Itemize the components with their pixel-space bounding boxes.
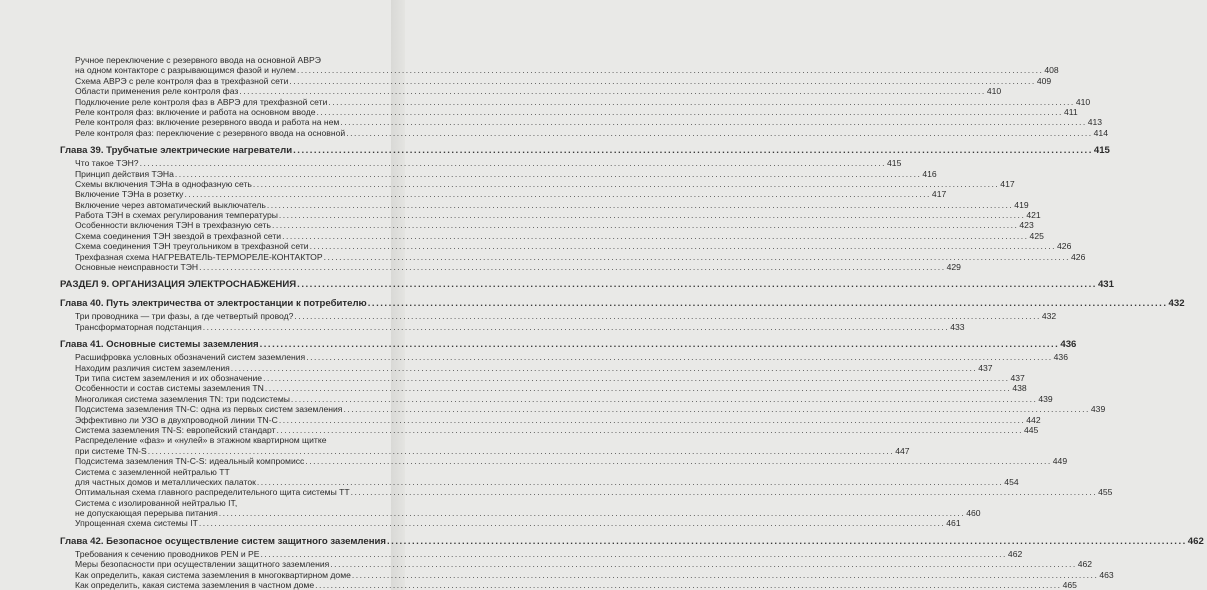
toc-entry-title: Распределение «фаз» и «нулей» в этажном квартирном щитке (75, 435, 327, 446)
toc-entry-title: Три типа систем заземления и их обозначение (75, 372, 263, 383)
toc-entry (0, 559, 1093, 570)
dot-leader (343, 404, 1089, 414)
toc-entry (0, 127, 1108, 138)
toc-chapter-heading (0, 144, 1110, 157)
dot-leader (306, 352, 1052, 362)
toc-page-number: 416 (922, 168, 937, 179)
toc-chapter-heading (0, 535, 1204, 548)
dot-leader (257, 477, 1003, 487)
dot-leader (324, 252, 1070, 262)
toc-chapter-heading (0, 297, 1185, 310)
toc-entry-title: Расшифровка условных обозначений систем заземления (75, 352, 306, 363)
toc-page-number: 419 (1014, 199, 1029, 210)
toc-page-number: 415 (887, 158, 902, 169)
toc-entry (0, 362, 993, 373)
toc-entry-title: Как определить, какая система заземления в частном доме (75, 580, 315, 590)
toc-page-number: 437 (1010, 372, 1025, 383)
toc-page-number: 438 (1012, 383, 1027, 394)
dot-leader (294, 311, 1040, 321)
toc-page-number: 462 (1187, 535, 1204, 547)
toc-page-number: 410 (986, 86, 1002, 97)
dot-leader (265, 383, 1011, 393)
toc-entry-title: Оптимальная схема главного распределительного щита системы TT (75, 487, 350, 498)
toc-page-number: 439 (1038, 393, 1053, 404)
dot-leader (291, 394, 1037, 404)
dot-leader (267, 200, 1013, 210)
dot-leader (253, 179, 999, 189)
toc-entry-title: Трехфазная схема НАГРЕВАТЕЛЬ-ТЕРМОРЕЛЕ-КОНТАКТОР (75, 251, 323, 262)
toc-entry (0, 487, 1113, 498)
toc-entry (0, 262, 961, 273)
toc-entry-title: Работа ТЭН в схемах регулирования температуры (75, 210, 278, 221)
toc-entry (0, 467, 391, 477)
dot-leader (317, 107, 1063, 117)
toc-page-number: 447 (895, 445, 910, 456)
toc-entry (0, 189, 947, 200)
toc-entry (0, 96, 1091, 107)
dot-leader (239, 86, 985, 96)
toc-page-number: 461 (946, 518, 961, 529)
toc-entry (0, 178, 1015, 189)
dot-leader (260, 549, 1006, 559)
toc-entry-title: Реле контроля фаз: включение резервного ввода и работа на нем (75, 117, 340, 128)
toc-entry-title: Схема соединения ТЭН звездой в трехфазной сети (75, 230, 282, 241)
toc-page-number: 425 (1029, 230, 1044, 241)
toc-chapter-heading (0, 338, 1077, 351)
dot-leader (219, 508, 965, 518)
toc-page-number: 417 (1000, 178, 1015, 189)
toc-entry-title: Глава 39. Трубчатые электрические нагреватели (60, 145, 293, 157)
toc-page-number: 432 (1041, 311, 1057, 322)
toc-entry-title: Схема соединения ТЭН треугольником в трехфазной сети (75, 241, 309, 252)
dot-leader (175, 169, 921, 179)
toc-page-number: 445 (1023, 424, 1039, 435)
toc-page-number: 426 (1071, 251, 1086, 262)
toc-entry-title: Три проводника — три фазы, а где четвертый провод? (75, 311, 294, 322)
toc-page-number: 429 (946, 262, 961, 273)
toc-page-number: 442 (1026, 414, 1041, 425)
toc-entry (0, 65, 1059, 76)
toc-page-number: 462 (1077, 559, 1093, 570)
toc-entry-title: Находим различия систем заземления (75, 362, 230, 373)
toc-entry (0, 476, 1019, 487)
toc-entry-title: Глава 41. Основные системы заземления (60, 339, 259, 351)
table-of-contents (0, 55, 1204, 590)
dot-leader (279, 210, 1025, 220)
toc-entry (0, 86, 1002, 97)
toc-page-number: 455 (1098, 487, 1113, 498)
dot-leader (368, 297, 1168, 310)
dot-leader (279, 415, 1025, 425)
toc-page-number: 417 (931, 189, 947, 200)
toc-entry-title: Основные неисправности ТЭН (75, 262, 199, 273)
toc-page-number: 410 (1075, 96, 1091, 107)
dot-leader (184, 189, 930, 199)
toc-page-number: 454 (1004, 476, 1019, 487)
toc-entry-title: Схемы включения ТЭНа в однофазную сеть (75, 178, 252, 189)
dot-leader (352, 570, 1098, 580)
toc-entry (0, 168, 937, 179)
dot-leader (148, 446, 894, 456)
toc-entry-title: Принцип действия ТЭНа (75, 168, 174, 179)
dot-leader (203, 322, 949, 332)
toc-page-number: 437 (978, 362, 993, 373)
toc-entry-title: Схема АВРЭ с реле контроля фаз в трехфазной сети (75, 75, 289, 86)
toc-page-number: 423 (1019, 220, 1034, 231)
toc-page-number: 431 (1097, 279, 1114, 291)
toc-entry-title: Эффективно ли УЗО в двухпроводной линии TN-C (75, 414, 278, 425)
toc-entry (0, 106, 1078, 117)
toc-entry-title: РАЗДЕЛ 9. ОРГАНИЗАЦИЯ ЭЛЕКТРОСНАБЖЕНИЯ (60, 279, 297, 291)
toc-entry (0, 518, 961, 529)
toc-entry-title: не допускающая перерыва питания (75, 508, 218, 519)
toc-page-number: 426 (1057, 241, 1072, 252)
toc-page-number: 433 (950, 321, 965, 332)
toc-entry (0, 251, 1086, 262)
toc-entry-title: Включение ТЭНа в розетку (75, 189, 184, 200)
toc-entry-title: Особенности и состав системы заземления TN (75, 383, 264, 394)
toc-page-number: 465 (1062, 580, 1077, 590)
dot-leader (277, 425, 1023, 435)
toc-page-number: 411 (1063, 106, 1078, 117)
dot-leader (297, 65, 1043, 75)
toc-entry (0, 311, 1057, 322)
toc-entry (0, 383, 1027, 394)
toc-entry (0, 372, 1025, 383)
toc-entry (0, 580, 1077, 590)
toc-entry (0, 393, 1053, 404)
dot-leader (315, 580, 1061, 590)
toc-entry (0, 498, 391, 508)
toc-entry-title: Упрощенная схема системы IT (75, 518, 198, 529)
dot-leader (293, 144, 1093, 157)
toc-entry-title: Ручное переключение с резервного ввода на основной АВРЭ (75, 55, 321, 65)
toc-entry (0, 569, 1114, 580)
toc-entry-title: Реле контроля фаз: включение и работа на основном вводе (75, 106, 316, 117)
dot-leader (310, 241, 1056, 251)
toc-entry-title: для частных домов и металлических палаток (75, 476, 256, 487)
toc-entry (0, 117, 1103, 128)
toc-page-number: 439 (1090, 404, 1106, 415)
toc-page-number: 463 (1099, 569, 1114, 580)
toc-entry-title: Глава 40. Путь электричества от электростанции к потребителю (60, 298, 367, 310)
toc-entry-title: Подсистема заземления TN-C-S: идеальный компромисс (75, 456, 305, 467)
toc-entry-title: Требования к сечению проводников PEN и PE (75, 548, 260, 559)
toc-page-number: 460 (966, 508, 981, 519)
toc-entry (0, 404, 1106, 415)
dot-leader (330, 559, 1076, 569)
toc-entry (0, 241, 1072, 252)
toc-page-number: 436 (1060, 339, 1077, 351)
toc-entry (0, 445, 910, 456)
dot-leader (140, 158, 886, 168)
dot-leader (282, 231, 1028, 241)
toc-entry-title: Глава 42. Безопасное осуществление систем защитного заземления (60, 535, 387, 547)
toc-entry (0, 414, 1041, 425)
toc-page-number: 415 (1093, 145, 1110, 157)
toc-entry-title: Как определить, какая система заземления в многоквартирном доме (75, 569, 351, 580)
toc-entry-title: Области применения реле контроля фаз (75, 86, 239, 97)
toc-entry-title: Подсистема заземления TN-C: одна из первых систем заземления (75, 404, 343, 415)
dot-leader (263, 373, 1009, 383)
dot-leader (260, 338, 1060, 351)
toc-entry-title: Особенности включения ТЭН в трехфазную сеть (75, 220, 271, 231)
toc-entry-title: Многоликая система заземления TN: три подсистемы (75, 393, 290, 404)
toc-entry-title: Трансформаторная подстанция (75, 321, 202, 332)
toc-entry-title: Подключение реле контроля фаз в АВРЭ для трехфазной сети (75, 96, 328, 107)
dot-leader (351, 487, 1097, 497)
toc-entry-title: Реле контроля фаз: переключение с резервного ввода на основной (75, 127, 346, 138)
toc-entry-title: на одном контакторе с разрывающимся фазой и нулем (75, 65, 296, 76)
dot-leader (297, 278, 1097, 291)
dot-leader (272, 220, 1018, 230)
toc-page-number: 449 (1052, 456, 1068, 467)
dot-leader (289, 76, 1035, 86)
toc-page-number: 414 (1093, 127, 1108, 138)
toc-page-number: 421 (1026, 210, 1041, 221)
toc-entry (0, 456, 1068, 467)
dot-leader (328, 97, 1074, 107)
toc-entry (0, 230, 1044, 241)
toc-entry-title: при системе TN-S (75, 445, 147, 456)
dot-leader (305, 456, 1051, 466)
toc-entry-title: Система с изолированной нейтралью IT, (75, 497, 238, 508)
toc-entry-title: Меры безопасности при осуществлении защитного заземления (75, 559, 330, 570)
toc-page-number: 413 (1087, 117, 1103, 128)
toc-entry-title: Система с заземленной нейтралью TT (75, 466, 230, 477)
dot-leader (199, 518, 945, 528)
toc-entry (0, 435, 391, 445)
toc-entry (0, 508, 981, 519)
toc-entry-title: Система заземления TN-S: европейский стандарт (75, 424, 276, 435)
toc-entry (0, 352, 1068, 363)
toc-page-number: 432 (1168, 298, 1185, 310)
toc-entry (0, 210, 1041, 221)
toc-page-number: 462 (1007, 548, 1023, 559)
toc-page-number: 408 (1044, 65, 1059, 76)
dot-leader (387, 535, 1187, 548)
toc-page-number: 436 (1053, 352, 1068, 363)
toc-entry (0, 75, 1052, 86)
toc-entry (0, 199, 1029, 210)
toc-entry-title: Включение через автоматический выключатель (75, 199, 266, 210)
dot-leader (231, 363, 977, 373)
toc-entry-title: Что такое ТЭН? (75, 158, 139, 169)
dot-leader (346, 128, 1092, 138)
toc-entry (0, 220, 1034, 231)
dot-leader (199, 262, 945, 272)
dot-leader (340, 117, 1086, 127)
toc-section-heading (0, 278, 1114, 291)
toc-entry (0, 158, 902, 169)
toc-entry (0, 424, 1039, 435)
toc-entry (0, 548, 1023, 559)
toc-entry (0, 321, 965, 332)
toc-entry (0, 55, 391, 65)
toc-page-number: 409 (1036, 75, 1052, 86)
